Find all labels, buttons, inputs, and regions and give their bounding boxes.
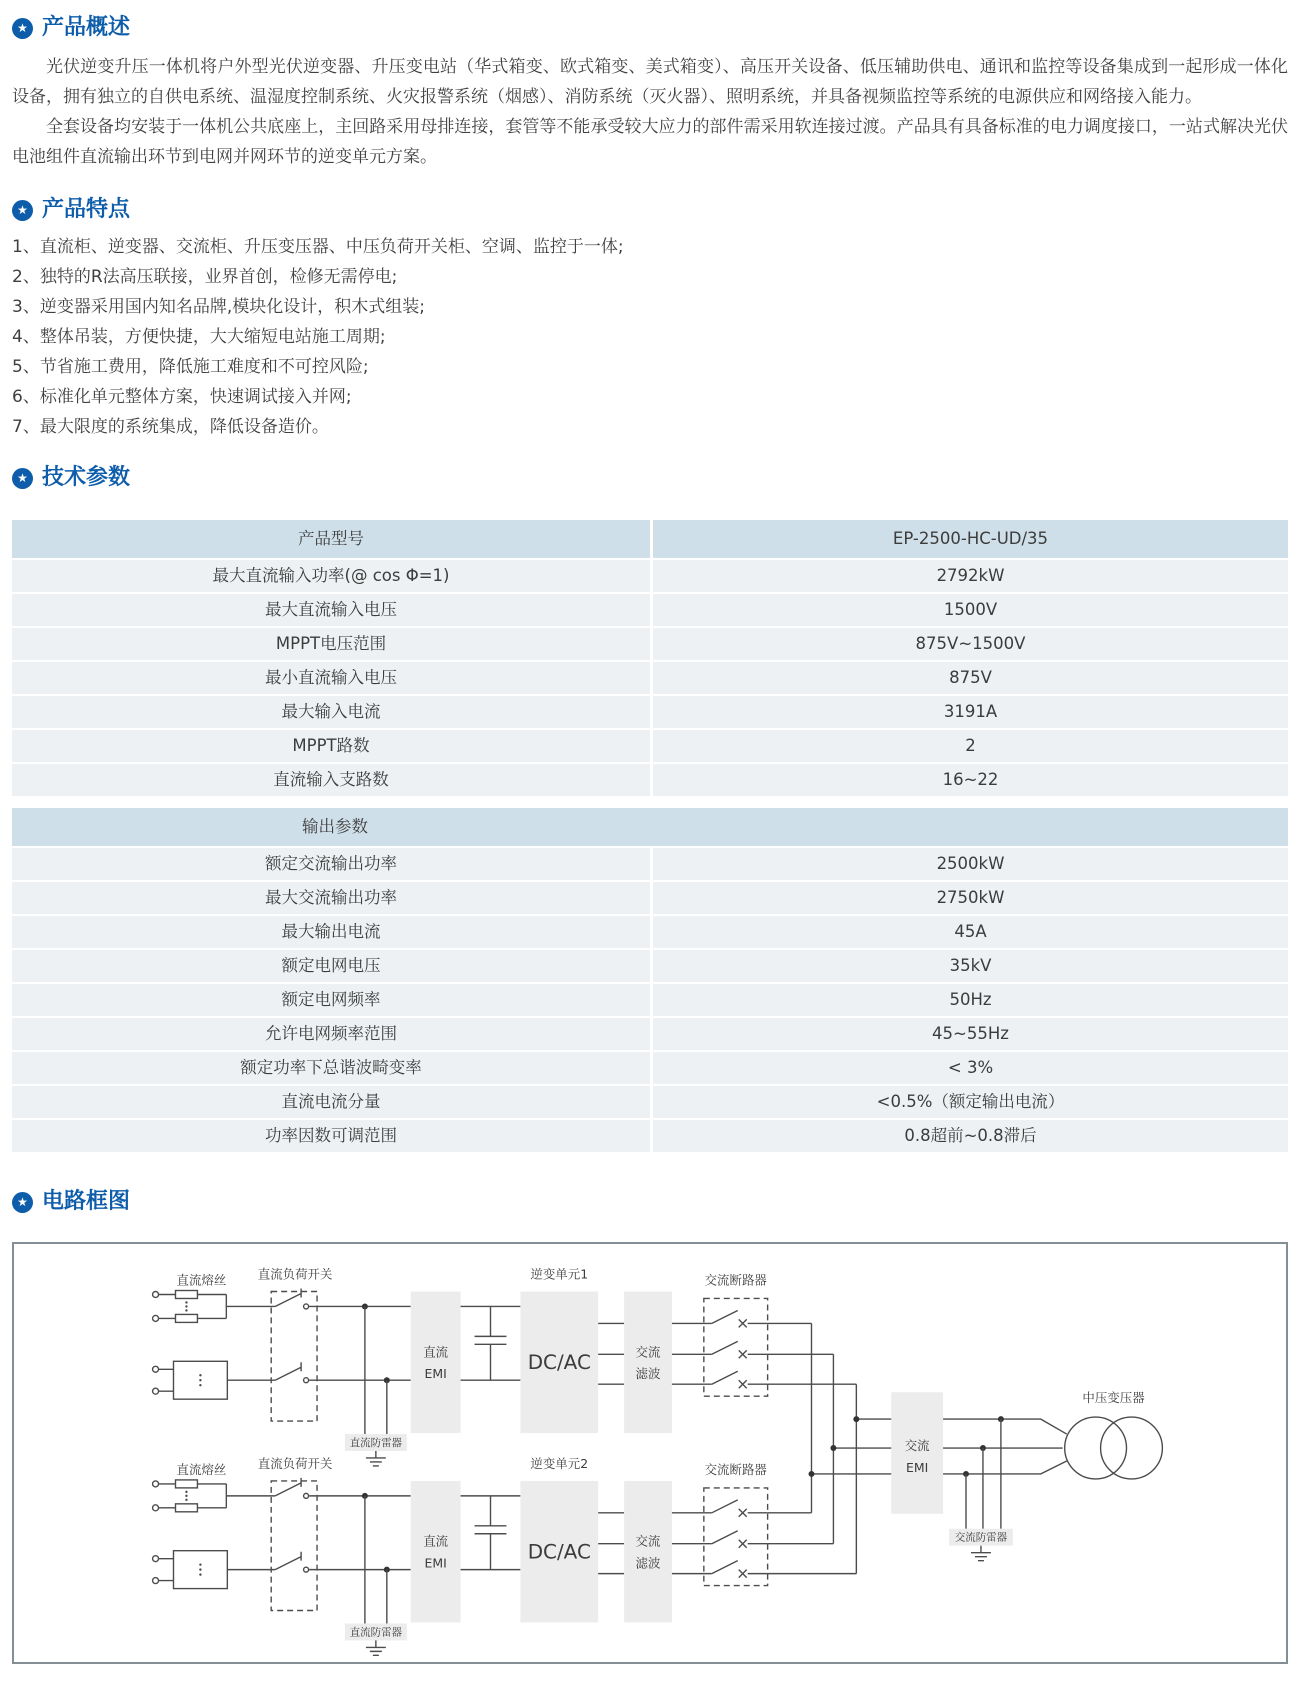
section-title-text: 产品特点 — [42, 197, 131, 222]
dc-spd-label: 直流防雷器 — [349, 1437, 403, 1450]
inverter-unit-2-chain — [153, 1478, 768, 1655]
table-row — [12, 696, 1288, 728]
feature-item: 6、标准化单元整体方案，快速调试接入并网; — [12, 387, 352, 407]
ground-icon — [366, 1640, 386, 1655]
param-name-cell: 功率因数可调范围 — [12, 1120, 650, 1152]
param-name-cell: 最大输出电流 — [12, 916, 650, 948]
table-body — [12, 848, 1288, 1152]
param-name-cell: 最大直流输入功率(@ cos Φ=1) — [12, 560, 650, 592]
dc-switch-blade — [275, 1362, 301, 1380]
table-row — [12, 950, 1288, 982]
inverter-unit-1-chain — [153, 1289, 768, 1466]
dc-fuse-symbol — [175, 1314, 197, 1322]
param-name-cell: 最大交流输出功率 — [12, 882, 650, 914]
feature-item: 4、整体吊装，方便快捷，大大缩短电站施工周期; — [12, 327, 386, 347]
section-title-specs — [12, 464, 1288, 492]
table-header-label: 产品型号 — [12, 520, 650, 558]
table-row — [12, 764, 1288, 796]
ac-breaker-pole — [712, 1310, 768, 1327]
param-name-cell: 允许电网频率范围 — [12, 1018, 650, 1050]
dc-load-switch-label: 直流负荷开关 — [257, 1266, 333, 1282]
dc-emi-block — [411, 1292, 461, 1434]
dc-load-switch-box — [271, 1292, 317, 1422]
param-name-cell: 额定电网电压 — [12, 950, 650, 982]
dc-load-switch-label: 直流负荷开关 — [257, 1455, 333, 1471]
param-name-cell: 额定交流输出功率 — [12, 848, 650, 880]
param-value-cell: <0.5%（额定输出电流） — [653, 1086, 1288, 1118]
ac-filter-label-line2: 滤波 — [635, 1366, 661, 1382]
param-value-cell: 1500V — [653, 594, 1288, 626]
feature-item: 1、直流柜、逆变器、交流柜、升压变压器、中压负荷开关柜、空调、监控于一体; — [12, 237, 624, 257]
table-row — [12, 560, 1288, 592]
transformer-winding — [1065, 1417, 1127, 1479]
param-value-cell: 45A — [653, 916, 1288, 948]
feature-item: 3、逆变器采用国内知名品牌,模块化设计，积木式组装; — [12, 297, 425, 317]
dc-fuse-symbol — [175, 1480, 197, 1488]
section-title-text: 电路框图 — [42, 1189, 131, 1214]
dc-emi-block — [411, 1481, 461, 1623]
table-header-row — [12, 808, 1288, 846]
ac-filter-label-line1: 交流 — [635, 1344, 661, 1360]
table-row — [12, 1052, 1288, 1084]
transformer-winding — [1101, 1417, 1163, 1479]
table-row — [12, 916, 1288, 948]
param-value-cell: 45~55Hz — [653, 1018, 1288, 1050]
star-badge-icon: ★ — [12, 200, 33, 221]
ac-breaker-label: 交流断路器 — [704, 1272, 767, 1288]
param-name-cell: 最大输入电流 — [12, 696, 650, 728]
ac-breaker-pole — [712, 1341, 768, 1358]
table-header-value: EP-2500-HC-UD/35 — [653, 520, 1288, 558]
dc-fuse-symbol — [175, 1291, 197, 1299]
dc-fuse-label: 直流熔丝 — [176, 1272, 227, 1288]
param-value-cell: 875V — [653, 662, 1288, 694]
spec-table-output — [12, 808, 1288, 1152]
param-name-cell: 直流电流分量 — [12, 1086, 650, 1118]
section-title-features — [12, 196, 1288, 224]
param-value-cell: 3191A — [653, 696, 1288, 728]
table-body — [12, 560, 1288, 796]
star-badge-icon: ★ — [12, 468, 33, 489]
param-name-cell: 额定电网频率 — [12, 984, 650, 1016]
ac-breaker-pole — [712, 1371, 768, 1388]
dc-fuse-label: 直流熔丝 — [176, 1461, 227, 1477]
param-value-cell: 2 — [653, 730, 1288, 762]
table-row — [12, 628, 1288, 660]
overview-paragraph: 全套设备均安装于一体机公共底座上，主回路采用母排连接，套管等不能承受较大应力的部件需采用软连接过渡。产品具有具备标准的电力调度接口，一站式解决光伏电池组件直流输出环节到电网并网环节的逆变单元方案。 — [12, 117, 1288, 167]
ac-breaker-box — [704, 1298, 768, 1396]
table-row — [12, 594, 1288, 626]
param-value-cell: 875V~1500V — [653, 628, 1288, 660]
ground-icon — [366, 1451, 386, 1466]
mv-transformer-label: 中压变压器 — [1082, 1390, 1145, 1406]
ac-filter-block — [624, 1481, 672, 1623]
table-row — [12, 848, 1288, 880]
param-value-cell: 0.8超前~0.8滞后 — [653, 1120, 1288, 1152]
inverter-unit-2-label: 逆变单元2 — [530, 1455, 589, 1471]
dc-spd-label: 直流防雷器 — [349, 1626, 403, 1639]
param-name-cell: MPPT电压范围 — [12, 628, 650, 660]
dc-fuse-symbol — [175, 1504, 197, 1512]
capacitor-icon — [475, 1496, 507, 1570]
param-value-cell: 50Hz — [653, 984, 1288, 1016]
dc-load-switch-box — [271, 1481, 317, 1611]
ac-emi-label-line1: 交流 — [904, 1438, 930, 1454]
table-row — [12, 984, 1288, 1016]
ac-breaker-box — [704, 1488, 768, 1586]
ground-icon — [971, 1546, 991, 1561]
overview-paragraph: 光伏逆变升压一体机将户外型光伏逆变器、升压变电站（华式箱变、欧式箱变、美式箱变）、高压开关设备、低压辅助供电、通讯和监控等设备集成到一起形成一体化设备，拥有独立的自供电系统、温湿度控制系统、火灾报警系统（烟感）、消防系统（灭火器）、照明系统，并具备视频监控等系统的电源供应和网络接入能力。 — [12, 57, 1288, 107]
table-header-label: 输出参数 — [12, 808, 1288, 846]
ac-breaker-label: 交流断路器 — [704, 1461, 767, 1477]
dc-ac-label: DC/AC — [527, 1540, 591, 1564]
circuit-diagram-svg — [14, 1244, 1286, 1662]
table-row — [12, 1120, 1288, 1152]
param-name-cell: 最大直流输入电压 — [12, 594, 650, 626]
table-row — [12, 882, 1288, 914]
dc-emi-label-line2: EMI — [424, 1555, 447, 1571]
ac-spd-label: 交流防雷器 — [954, 1531, 1008, 1544]
param-value-cell: 2750kW — [653, 882, 1288, 914]
table-row — [12, 1018, 1288, 1050]
star-badge-icon: ★ — [12, 1192, 33, 1213]
param-value-cell: 16~22 — [653, 764, 1288, 796]
param-name-cell: 额定功率下总谐波畸变率 — [12, 1052, 650, 1084]
param-value-cell: 2500kW — [653, 848, 1288, 880]
feature-item: 5、节省施工费用，降低施工难度和不可控风险; — [12, 357, 369, 377]
dc-emi-label-line1: 直流 — [423, 1533, 449, 1549]
ac-filter-block — [624, 1292, 672, 1434]
param-value-cell: < 3% — [653, 1052, 1288, 1084]
table-row — [12, 1086, 1288, 1118]
section-title-text: 技术参数 — [42, 465, 131, 490]
ac-emi-label-line2: EMI — [906, 1459, 929, 1475]
table-row — [12, 662, 1288, 694]
param-value-cell: 35kV — [653, 950, 1288, 982]
param-name-cell: 直流输入支路数 — [12, 764, 650, 796]
inverter-unit-1-label: 逆变单元1 — [530, 1266, 589, 1282]
feature-item: 7、最大限度的系统集成，降低设备造价。 — [12, 417, 329, 437]
dc-emi-label-line2: EMI — [424, 1366, 447, 1382]
feature-list — [12, 232, 1288, 442]
star-badge-icon: ★ — [12, 18, 33, 39]
ac-filter-label-line1: 交流 — [635, 1533, 661, 1549]
overview-paragraphs — [12, 52, 1288, 172]
section-title-overview — [12, 14, 1288, 42]
dc-switch-blade — [275, 1289, 301, 1307]
section-title-text: 产品概述 — [42, 15, 131, 40]
dc-ac-label: DC/AC — [527, 1351, 591, 1375]
feature-item: 2、独特的R法高压联接，业界首创，检修无需停电; — [12, 267, 398, 287]
section-title-diagram — [12, 1188, 1288, 1216]
param-name-cell: 最小直流输入电压 — [12, 662, 650, 694]
param-name-cell: MPPT路数 — [12, 730, 650, 762]
ac-filter-label-line2: 滤波 — [635, 1555, 661, 1571]
table-row — [12, 730, 1288, 762]
capacitor-icon — [475, 1306, 507, 1380]
spec-table-input — [12, 520, 1288, 796]
circuit-diagram — [12, 1242, 1288, 1664]
param-value-cell: 2792kW — [653, 560, 1288, 592]
table-header-row — [12, 520, 1288, 558]
dc-emi-label-line1: 直流 — [423, 1344, 449, 1360]
